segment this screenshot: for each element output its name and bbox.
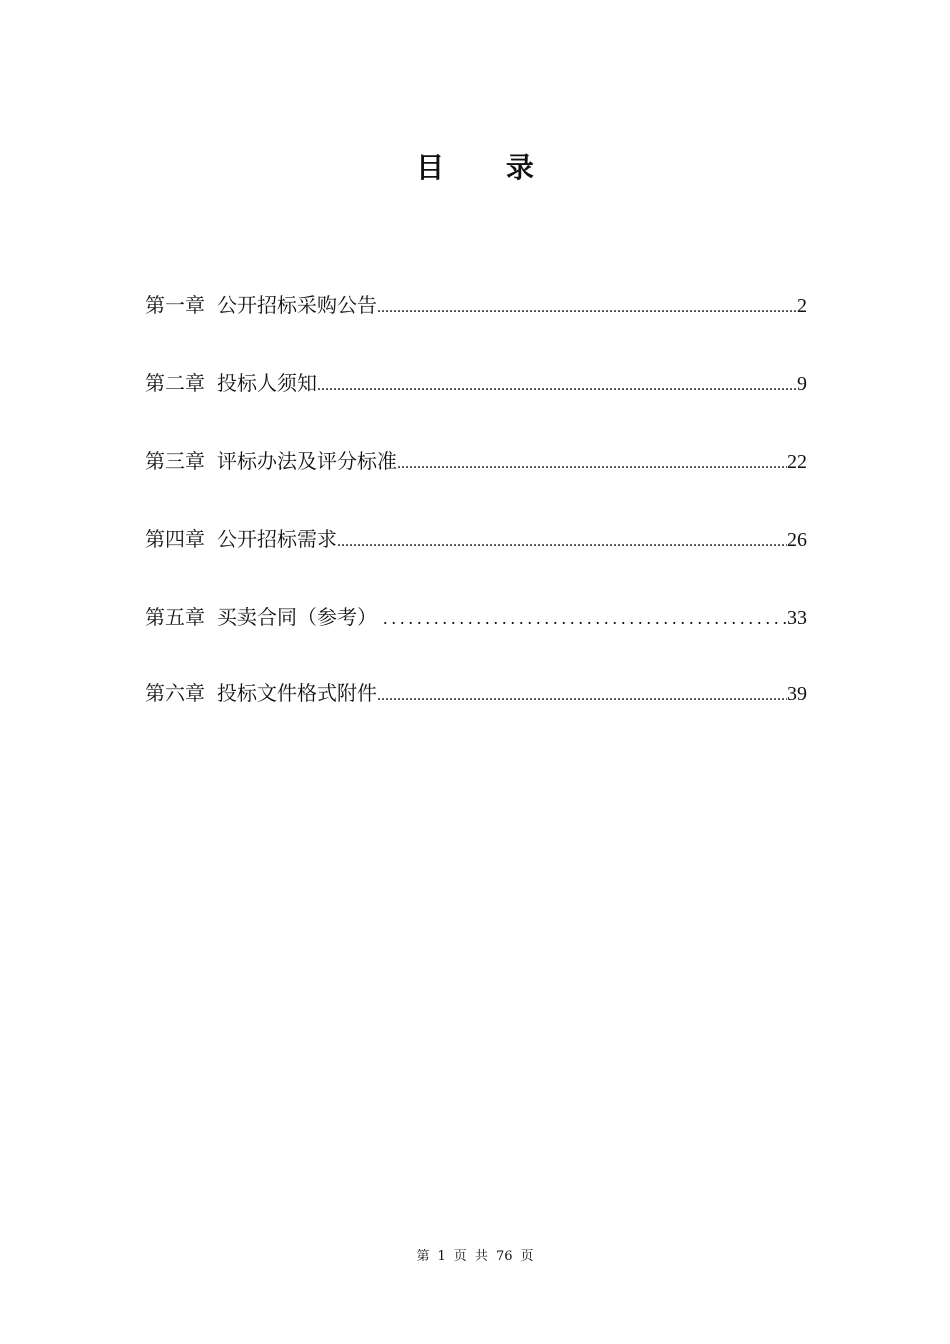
toc-chapter-number: 第五章 [145,605,205,629]
toc-chapter-number: 第一章 [145,293,205,317]
toc-chapter-title: 公开招标需求 [217,527,337,551]
toc-chapter-number: 第二章 [145,371,205,395]
toc-entry[interactable] [145,524,807,554]
toc-page-number: 26 [787,529,807,551]
toc-leader-dots [377,293,797,323]
toc-list [145,290,807,708]
footer-total-pages: 76 [495,1249,513,1264]
toc-chapter-title: 公开招标采购公告 [217,293,377,317]
toc-leader-dots [317,371,797,401]
footer-current-page: 1 [437,1249,446,1264]
toc-entry[interactable] [145,602,807,632]
toc-page-number: 2 [797,295,807,317]
toc-chapter-number: 第六章 [145,681,205,705]
toc-entry[interactable] [145,290,807,320]
page-footer [0,1247,950,1267]
footer-mid: 页 共 [453,1249,488,1264]
toc-chapter-number: 第三章 [145,449,205,473]
toc-leader-dots [397,449,787,479]
toc-chapter-title: 买卖合同（参考） [217,605,377,629]
toc-leader-dots [377,603,787,633]
toc-chapter-title: 投标人须知 [217,371,317,395]
toc-chapter-title: 投标文件格式附件 [217,681,377,705]
footer-suffix: 页 [520,1249,534,1264]
toc-page-number: 22 [787,451,807,473]
toc-leader-dots [377,681,787,711]
toc-entry[interactable] [145,446,807,476]
toc-entry[interactable] [145,368,807,398]
toc-page-number: 9 [797,373,807,395]
toc-entry[interactable] [145,678,807,708]
toc-chapter-number: 第四章 [145,527,205,551]
toc-leader-dots [337,527,787,557]
toc-chapter-title: 评标办法及评分标准 [217,449,397,473]
toc-heading: 目 录 [416,151,560,184]
toc-page-number: 39 [787,683,807,705]
footer-prefix: 第 [416,1249,430,1264]
toc-page-number: 33 [787,607,807,629]
